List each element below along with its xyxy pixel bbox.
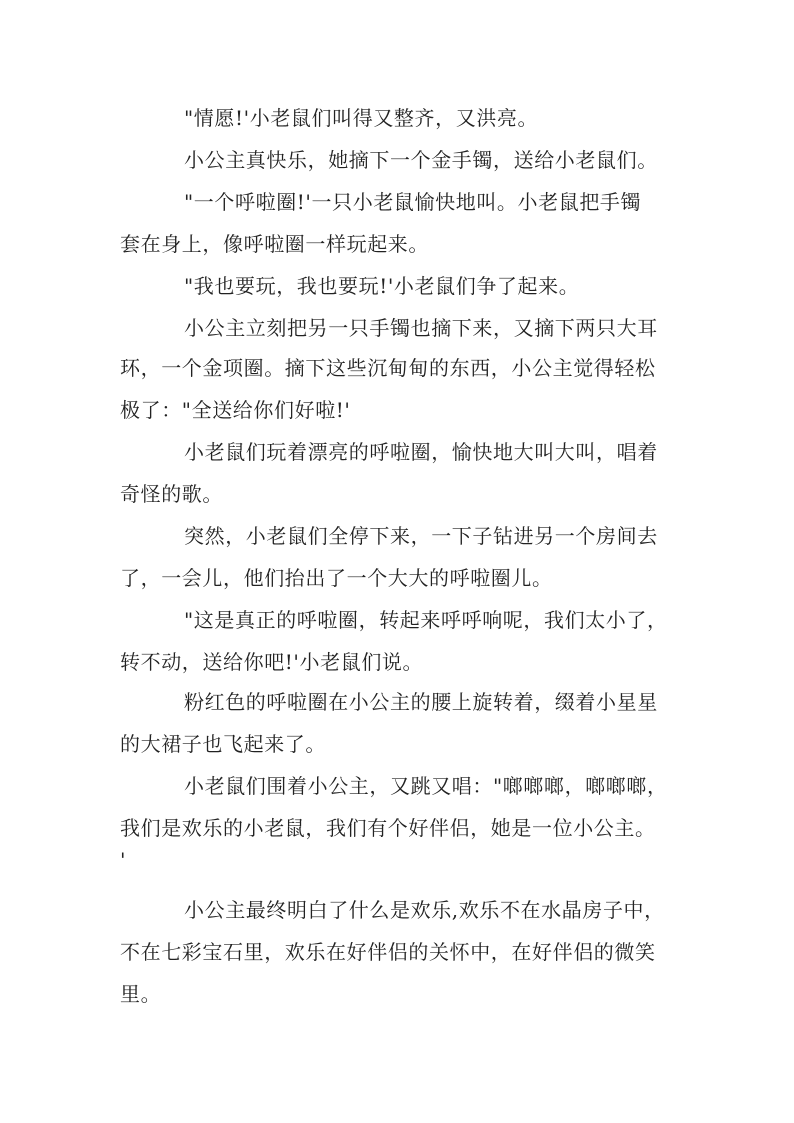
text-line-17: 小老鼠们围着小公主，又跳又唱："啷啷啷，啷啷啷，	[184, 774, 668, 798]
text-line-2: 小公主真快乐，她摘下一个金手镯，送给小老鼠们。	[184, 148, 658, 172]
text-line-15: 粉红色的呼啦圈在小公主的腰上旋转着，缀着小星星	[184, 690, 658, 714]
text-line-14: 转不动，送给你吧!'小老鼠们说。	[120, 650, 424, 674]
text-line-4: 套在身上，像呼啦圈一样玩起来。	[120, 232, 429, 256]
text-line-18: 我们是欢乐的小老鼠，我们有个好伴侣，她是一位小公主。	[120, 816, 656, 840]
text-line-19: '	[120, 848, 127, 872]
text-line-1: "情愿!'小老鼠们叫得又整齐，又洪亮。	[184, 106, 539, 130]
text-line-7: 环，一个金项圈。摘下这些沉甸甸的东西，小公主觉得轻松	[120, 356, 656, 380]
text-line-6: 小公主立刻把另一只手镯也摘下来，又摘下两只大耳	[184, 316, 658, 340]
text-line-12: 了，一会儿，他们抬出了一个大大的呼啦圈儿。	[120, 566, 553, 590]
text-line-16: 的大裙子也飞起来了。	[120, 732, 326, 756]
text-line-21: 不在七彩宝石里，欢乐在好伴侣的关怀中，在好伴侣的微笑	[120, 940, 656, 964]
text-line-5: "我也要玩，我也要玩!'小老鼠们争了起来。	[184, 274, 580, 298]
text-line-22: 里。	[120, 982, 162, 1006]
text-line-3: "一个呼啦圈!'一只小老鼠愉快地叫。小老鼠把手镯	[184, 190, 642, 214]
text-line-9: 小老鼠们玩着漂亮的呼啦圈，愉快地大叫大叫，唱着	[184, 440, 658, 464]
text-line-13: "这是真正的呼啦圈，转起来呼呼响呢，我们太小了，	[184, 608, 668, 632]
text-line-11: 突然，小老鼠们全停下来，一下子钻进另一个房间去	[184, 524, 658, 548]
text-line-20: 小公主最终明白了什么是欢乐,欢乐不在水晶房子中，	[184, 898, 665, 922]
text-line-8: 极了："全送给你们好啦!'	[120, 398, 351, 422]
text-line-10: 奇怪的歌。	[120, 482, 223, 506]
